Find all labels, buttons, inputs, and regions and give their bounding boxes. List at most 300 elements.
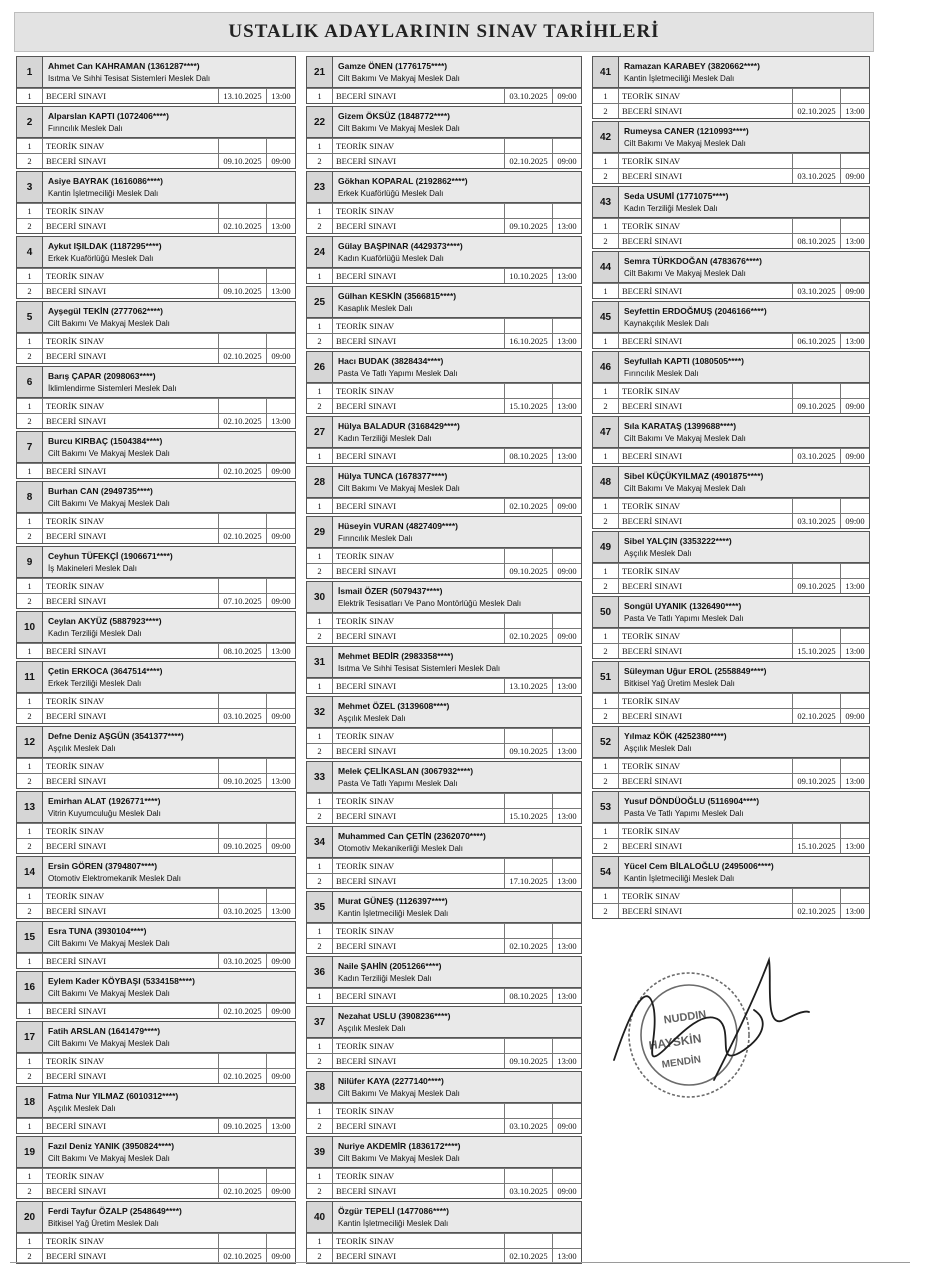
candidate-block: [306, 826, 582, 889]
exam-date: 03.10.2025: [505, 1119, 553, 1133]
exam-type: TEORİK SINAV: [619, 889, 793, 903]
exam-time: 13:00: [271, 1121, 291, 1131]
exam-time: 13:00: [271, 776, 291, 786]
exam-time: [267, 759, 295, 773]
candidate-block: [592, 531, 870, 594]
candidate-branch: Fırıncılık Meslek Dalı: [624, 369, 699, 378]
exam-type: BECERİ SINAVI: [333, 1184, 505, 1198]
exam-date: [505, 794, 553, 808]
exam-number: 1: [17, 644, 43, 658]
exam-time: 09:00: [845, 451, 865, 461]
candidate-header: [593, 187, 869, 218]
exam-date: 02.10.2025: [219, 219, 267, 233]
candidate-number: 37: [307, 1007, 333, 1037]
exam-type: BECERİ SINAVI: [43, 154, 219, 168]
candidate-header: [307, 762, 581, 793]
candidate-branch: Kantin İşletmeciliği Meslek Dalı: [338, 909, 449, 918]
exam-time: [267, 269, 295, 283]
exam-time: 13:00: [271, 646, 291, 656]
exam-type: BECERİ SINAVI: [43, 1004, 219, 1018]
candidate-branch: İklimlendirme Sistemleri Meslek Dalı: [48, 384, 177, 393]
candidate-block: [592, 251, 870, 299]
exam-time: 13:00: [845, 646, 865, 656]
exam-date: 03.10.2025: [793, 169, 841, 183]
exam-number: 1: [593, 564, 619, 578]
exam-row: [593, 88, 869, 103]
exam-number: 1: [307, 859, 333, 873]
exam-number: 1: [593, 759, 619, 773]
exam-date: 02.10.2025: [219, 414, 267, 428]
exam-time: 09:00: [271, 841, 291, 851]
exam-type: TEORİK SINAV: [43, 139, 219, 153]
exam-row: [307, 218, 581, 233]
candidate-header: [307, 107, 581, 138]
candidate-branch: Kantin İşletmeciliği Meslek Dalı: [338, 1219, 449, 1228]
exam-date: 09.10.2025: [505, 564, 553, 578]
candidate-branch: Kadın Kuaförlüğü Meslek Dalı: [338, 254, 444, 263]
exam-number: 1: [307, 794, 333, 808]
candidate-number: 24: [307, 237, 333, 267]
candidate-block: [16, 56, 296, 104]
exam-number: 1: [17, 694, 43, 708]
exam-number: 2: [17, 904, 43, 918]
candidate-header: [593, 352, 869, 383]
exam-time: 09:00: [845, 286, 865, 296]
candidate-block: [16, 236, 296, 299]
exam-time: [553, 729, 581, 743]
exam-time: [267, 889, 295, 903]
exam-row: [307, 498, 581, 513]
candidate-name: Seda USUMİ (1771075****): [624, 191, 729, 201]
exam-time: [553, 384, 581, 398]
candidate-name: Fatih ARSLAN (1641479****): [48, 1026, 161, 1036]
candidate-number: 1: [17, 57, 43, 87]
exam-date: 02.10.2025: [793, 904, 841, 918]
exam-time: [553, 1039, 581, 1053]
exam-number: 1: [307, 319, 333, 333]
exam-time: 13:00: [557, 991, 577, 1001]
candidate-header: [593, 662, 869, 693]
candidate-info: [619, 302, 869, 332]
candidate-name: Nuriye AKDEMİR (1836172****): [338, 1141, 461, 1151]
candidate-branch: Cilt Bakımı Ve Makyaj Meslek Dalı: [48, 499, 170, 508]
exam-number: 2: [307, 1119, 333, 1133]
exam-date: 09.10.2025: [219, 154, 267, 168]
exam-date: 09.10.2025: [793, 399, 841, 413]
exam-number: 2: [593, 399, 619, 413]
exam-type: BECERİ SINAVI: [43, 839, 219, 853]
exam-number: 1: [593, 154, 619, 168]
candidate-block: [306, 891, 582, 954]
candidate-branch: Cilt Bakımı Ve Makyaj Meslek Dalı: [48, 449, 170, 458]
exam-date: [505, 319, 553, 333]
candidate-header: [17, 432, 295, 463]
candidate-column-1: [16, 56, 296, 1266]
exam-type: BECERİ SINAVI: [43, 1069, 219, 1083]
exam-type: BECERİ SINAVI: [43, 774, 219, 788]
exam-type: TEORİK SINAV: [619, 219, 793, 233]
exam-number: 1: [307, 1039, 333, 1053]
candidate-header: [593, 57, 869, 88]
exam-time: 09:00: [271, 1186, 291, 1196]
exam-row: [593, 398, 869, 413]
exam-row: [307, 268, 581, 283]
candidate-number: 35: [307, 892, 333, 922]
exam-number: 1: [307, 729, 333, 743]
exam-date: 09.10.2025: [793, 774, 841, 788]
candidate-number: 10: [17, 612, 43, 642]
exam-row: [593, 103, 869, 118]
exam-type: BECERİ SINAVI: [333, 629, 505, 643]
candidate-block: [306, 286, 582, 349]
exam-number: 1: [307, 549, 333, 563]
exam-number: 2: [17, 1249, 43, 1263]
exam-date: [219, 889, 267, 903]
exam-date: [505, 729, 553, 743]
exam-type: BECERİ SINAVI: [619, 334, 793, 348]
exam-time: 09:00: [845, 171, 865, 181]
exam-time: [841, 89, 869, 103]
exam-type: TEORİK SINAV: [43, 1234, 219, 1248]
candidate-block: [592, 466, 870, 529]
exam-type: BECERİ SINAVI: [333, 399, 505, 413]
exam-time: 13:00: [557, 271, 577, 281]
candidate-info: [43, 857, 295, 887]
candidate-block: [16, 791, 296, 854]
exam-row: [593, 823, 869, 838]
candidate-branch: Cilt Bakımı Ve Makyaj Meslek Dalı: [48, 1154, 170, 1163]
exam-date: [219, 1234, 267, 1248]
candidate-branch: Kasaplık Meslek Dalı: [338, 304, 413, 313]
candidate-branch: Bitkisel Yağ Üretim Meslek Dalı: [624, 679, 735, 688]
exam-row: [307, 1103, 581, 1118]
candidate-header: [17, 792, 295, 823]
candidate-info: [43, 237, 295, 267]
exam-number: 2: [17, 709, 43, 723]
candidate-block: [16, 301, 296, 364]
exam-date: [219, 139, 267, 153]
exam-number: 1: [593, 889, 619, 903]
exam-date: 16.10.2025: [505, 334, 553, 348]
candidate-block: [16, 1136, 296, 1199]
candidate-number: 25: [307, 287, 333, 317]
candidate-header: [17, 482, 295, 513]
exam-date: 06.10.2025: [793, 334, 841, 348]
candidate-info: [43, 367, 295, 397]
candidate-info: [43, 1137, 295, 1167]
exam-row: [17, 138, 295, 153]
exam-type: BECERİ SINAVI: [333, 219, 505, 233]
exam-time: 13:00: [557, 221, 577, 231]
exam-time: [553, 204, 581, 218]
exam-time: 13:00: [557, 401, 577, 411]
exam-date: [793, 89, 841, 103]
exam-row: [593, 708, 869, 723]
exam-type: BECERİ SINAVI: [43, 464, 219, 478]
exam-date: [219, 399, 267, 413]
candidate-number: 11: [17, 662, 43, 692]
candidate-branch: Cilt Bakımı Ve Makyaj Meslek Dalı: [338, 124, 460, 133]
exam-row: [307, 858, 581, 873]
exam-time: 13:00: [557, 746, 577, 756]
candidate-info: [619, 597, 869, 627]
exam-time: 13:00: [557, 451, 577, 461]
exam-date: 02.10.2025: [505, 629, 553, 643]
candidate-name: Nezahat USLU (3908236****): [338, 1011, 451, 1021]
candidate-name: Gamze ÖNEN (1776175****): [338, 61, 448, 71]
candidate-name: Esra TUNA (3930104****): [48, 926, 147, 936]
exam-type: BECERİ SINAVI: [333, 89, 505, 103]
exam-time: 13:00: [557, 941, 577, 951]
exam-row: [307, 333, 581, 348]
exam-type: BECERİ SINAVI: [43, 1119, 219, 1133]
exam-time: [841, 219, 869, 233]
exam-row: [17, 1248, 295, 1263]
exam-row: [593, 888, 869, 903]
candidate-header: [307, 352, 581, 383]
exam-type: BECERİ SINAVI: [619, 169, 793, 183]
candidate-name: Fatma Nur YILMAZ (6010312****): [48, 1091, 179, 1101]
candidate-name: Hacı BUDAK (3828434****): [338, 356, 444, 366]
exam-time: [841, 384, 869, 398]
candidate-branch: Pasta Ve Tatlı Yapımı Meslek Dalı: [338, 369, 458, 378]
exam-date: [505, 614, 553, 628]
exam-time: 13:00: [845, 236, 865, 246]
candidate-branch: Fırıncılık Meslek Dalı: [338, 534, 413, 543]
exam-time: [553, 1104, 581, 1118]
exam-number: 2: [593, 839, 619, 853]
candidate-header: [17, 1137, 295, 1168]
exam-number: 1: [307, 614, 333, 628]
exam-number: 2: [593, 774, 619, 788]
candidate-info: [619, 57, 869, 87]
exam-date: [219, 514, 267, 528]
exam-number: 1: [17, 824, 43, 838]
exam-row: [17, 1068, 295, 1083]
candidate-name: Yusuf DÖNDÜOĞLU (5116904****): [624, 796, 760, 806]
candidate-block: [592, 351, 870, 414]
candidate-name: Çetin ERKOCA (3647514****): [48, 666, 163, 676]
exam-row: [307, 88, 581, 103]
exam-date: [793, 499, 841, 513]
exam-number: 1: [593, 694, 619, 708]
candidate-number: 2: [17, 107, 43, 137]
exam-number: 1: [593, 89, 619, 103]
exam-number: 1: [17, 399, 43, 413]
exam-time: [841, 629, 869, 643]
exam-date: [793, 219, 841, 233]
exam-date: [219, 1054, 267, 1068]
candidate-header: [307, 57, 581, 88]
candidate-info: [333, 697, 581, 727]
exam-type: BECERİ SINAVI: [619, 514, 793, 528]
candidate-branch: Isıtma Ve Sıhhi Tesisat Sistemleri Meslek Dalı: [338, 664, 501, 673]
exam-time: 09:00: [557, 156, 577, 166]
candidate-info: [619, 857, 869, 887]
candidate-name: Seyfettin ERDOĞMUŞ (2046166****): [624, 306, 767, 316]
candidate-number: 33: [307, 762, 333, 792]
exam-time: [553, 924, 581, 938]
candidate-number: 44: [593, 252, 619, 282]
exam-type: BECERİ SINAVI: [333, 564, 505, 578]
candidate-info: [43, 172, 295, 202]
candidate-branch: Kadın Terziliği Meslek Dalı: [338, 974, 432, 983]
candidate-header: [593, 532, 869, 563]
exam-time: 09:00: [271, 711, 291, 721]
exam-row: [307, 153, 581, 168]
candidate-number: 48: [593, 467, 619, 497]
candidate-info: [43, 57, 295, 87]
candidate-header: [17, 302, 295, 333]
candidate-branch: Cilt Bakımı Ve Makyaj Meslek Dalı: [48, 319, 170, 328]
candidate-header: [593, 252, 869, 283]
candidate-name: Yılmaz KÖK (4252380****): [624, 731, 727, 741]
exam-type: TEORİK SINAV: [333, 1169, 505, 1183]
exam-date: 09.10.2025: [505, 744, 553, 758]
exam-time: 09:00: [557, 1121, 577, 1131]
exam-row: [593, 773, 869, 788]
candidate-header: [307, 1137, 581, 1168]
candidate-info: [43, 482, 295, 512]
exam-row: [17, 88, 295, 103]
exam-number: 2: [307, 939, 333, 953]
exam-date: [219, 579, 267, 593]
candidate-number: 4: [17, 237, 43, 267]
exam-row: [17, 513, 295, 528]
exam-row: [17, 758, 295, 773]
exam-time: [553, 319, 581, 333]
exam-row: [307, 318, 581, 333]
exam-date: 03.10.2025: [219, 904, 267, 918]
candidate-block: [306, 1071, 582, 1134]
candidate-name: Ramazan KARABEY (3820662****): [624, 61, 760, 71]
page-title: USTALIK ADAYLARININ SINAV TARİHLERİ: [228, 21, 660, 42]
candidate-name: Asiye BAYRAK (1616086****): [48, 176, 163, 186]
exam-type: BECERİ SINAVI: [333, 154, 505, 168]
candidate-number: 12: [17, 727, 43, 757]
exam-date: 02.10.2025: [219, 1249, 267, 1263]
candidate-header: [17, 367, 295, 398]
exam-row: [17, 1183, 295, 1198]
official-seal-and-signature: [594, 940, 824, 1120]
exam-type: TEORİK SINAV: [333, 614, 505, 628]
candidate-block: [306, 761, 582, 824]
candidate-branch: Cilt Bakımı Ve Makyaj Meslek Dalı: [338, 1154, 460, 1163]
candidate-name: Aykut IŞILDAK (1187295****): [48, 241, 162, 251]
candidate-block: [592, 56, 870, 119]
candidate-header: [17, 1087, 295, 1118]
exam-type: BECERİ SINAVI: [43, 529, 219, 543]
candidate-info: [43, 972, 295, 1002]
stamp-line-1: NUDDIN: [662, 1008, 708, 1027]
candidate-block: [592, 121, 870, 184]
candidate-branch: Kadın Terziliği Meslek Dalı: [624, 204, 718, 213]
candidate-header: [307, 517, 581, 548]
exam-type: TEORİK SINAV: [43, 824, 219, 838]
candidate-header: [593, 467, 869, 498]
exam-time: 09:00: [557, 501, 577, 511]
candidate-header: [307, 467, 581, 498]
candidate-number: 52: [593, 727, 619, 757]
exam-date: 03.10.2025: [793, 449, 841, 463]
exam-date: [219, 824, 267, 838]
candidate-header: [17, 1202, 295, 1233]
exam-number: 2: [307, 744, 333, 758]
exam-row: [17, 593, 295, 608]
candidate-name: Emirhan ALAT (1926771****): [48, 796, 161, 806]
exam-number: 1: [307, 449, 333, 463]
exam-number: 2: [593, 579, 619, 593]
exam-row: [307, 613, 581, 628]
exam-type: BECERİ SINAVI: [619, 644, 793, 658]
exam-type: TEORİK SINAV: [333, 139, 505, 153]
candidate-number: 26: [307, 352, 333, 382]
candidate-info: [333, 762, 581, 792]
exam-row: [307, 448, 581, 463]
candidate-number: 43: [593, 187, 619, 217]
candidate-info: [43, 922, 295, 952]
candidate-info: [43, 662, 295, 692]
candidate-name: Ahmet Can KAHRAMAN (1361287****): [48, 61, 200, 71]
candidate-info: [619, 122, 869, 152]
candidate-branch: Cilt Bakımı Ve Makyaj Meslek Dalı: [338, 1089, 460, 1098]
exam-row: [17, 153, 295, 168]
exam-row: [17, 643, 295, 658]
exam-number: 2: [593, 709, 619, 723]
candidate-header: [307, 697, 581, 728]
exam-time: 09:00: [271, 156, 291, 166]
exam-time: [553, 794, 581, 808]
exam-number: 2: [307, 1184, 333, 1198]
exam-date: [505, 384, 553, 398]
candidate-block: [592, 416, 870, 464]
exam-row: [307, 808, 581, 823]
exam-number: 1: [17, 759, 43, 773]
exam-date: [505, 1234, 553, 1248]
candidate-block: [306, 236, 582, 284]
exam-row: [17, 1118, 295, 1133]
candidate-number: 34: [307, 827, 333, 857]
candidate-block: [16, 481, 296, 544]
exam-date: [505, 139, 553, 153]
exam-time: 13:00: [271, 416, 291, 426]
exam-time: 09:00: [271, 956, 291, 966]
exam-time: [841, 824, 869, 838]
candidate-info: [619, 532, 869, 562]
candidate-block: [306, 646, 582, 694]
exam-type: TEORİK SINAV: [43, 514, 219, 528]
exam-date: 03.10.2025: [505, 1184, 553, 1198]
exam-type: BECERİ SINAVI: [333, 809, 505, 823]
exam-number: 1: [307, 679, 333, 693]
candidate-block: [592, 301, 870, 349]
exam-number: 2: [307, 809, 333, 823]
exam-date: 13.10.2025: [219, 89, 267, 103]
exam-type: BECERİ SINAVI: [333, 989, 505, 1003]
exam-time: [841, 499, 869, 513]
candidate-block: [592, 856, 870, 919]
exam-date: 15.10.2025: [505, 809, 553, 823]
candidate-info: [43, 302, 295, 332]
exam-time: 13:00: [845, 841, 865, 851]
candidate-info: [333, 1007, 581, 1037]
exam-row: [17, 1168, 295, 1183]
candidate-number: 41: [593, 57, 619, 87]
exam-row: [17, 203, 295, 218]
exam-row: [307, 383, 581, 398]
exam-time: 13:00: [271, 906, 291, 916]
exam-time: 09:00: [271, 466, 291, 476]
